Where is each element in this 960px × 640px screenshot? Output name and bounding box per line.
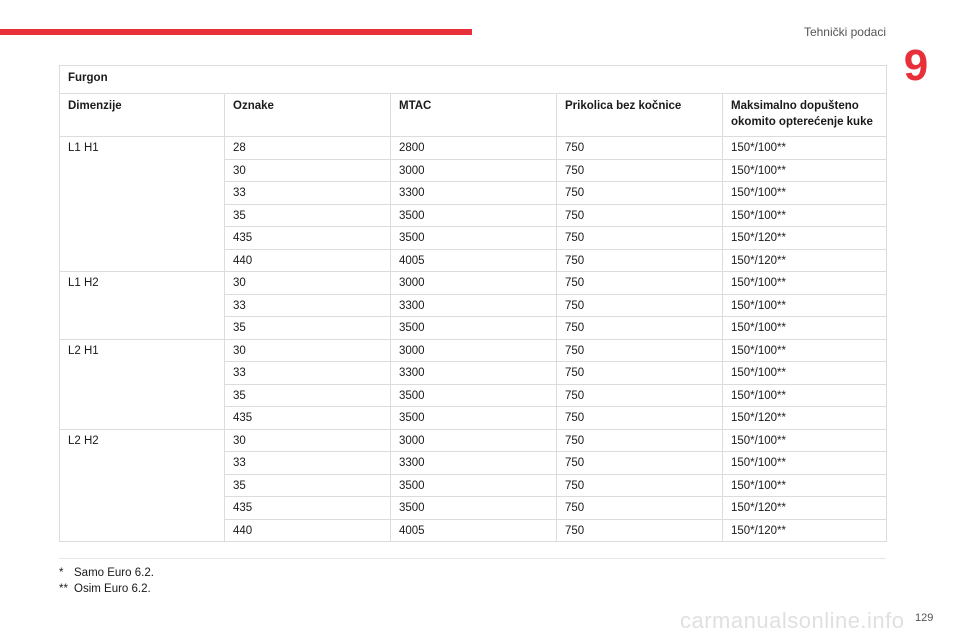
table-cell: 750 [557,204,723,227]
table-cell: 30 [225,429,391,452]
table-cell: 2800 [391,137,557,160]
footnote-divider [59,558,886,559]
table-cell: 150*/100** [723,429,887,452]
footnotes [59,565,154,597]
table-cell: 33 [225,182,391,205]
table-cell: 3300 [391,452,557,475]
table-cell: 3300 [391,294,557,317]
footnote [59,581,154,597]
table-cell: 150*/100** [723,452,887,475]
table-cell: 440 [225,519,391,542]
table-cell: 30 [225,272,391,295]
table-cell: 150*/100** [723,317,887,340]
table-cell: 33 [225,452,391,475]
watermark: carmanualsonline.info [680,608,905,633]
table-cell: 35 [225,384,391,407]
table-cell: 3500 [391,474,557,497]
page-number: 129 [915,612,934,624]
table-cell: 3500 [391,204,557,227]
table-cell: 35 [225,317,391,340]
table-cell: 3500 [391,497,557,520]
column-header-max-nose-weight: Maksimalno dopušteno okomito opterećenje kuke [723,94,887,137]
table-row [60,429,887,452]
table-cell: 150*/100** [723,204,887,227]
table-cell: 750 [557,182,723,205]
table-cell: 150*/100** [723,339,887,362]
table-body [60,137,887,542]
table-cell: 3500 [391,384,557,407]
table-cell: 3300 [391,182,557,205]
footnote-mark: ** [59,583,68,595]
chapter-number: 9 [903,41,929,90]
table-cell: 750 [557,452,723,475]
table-cell: 750 [557,272,723,295]
table-cell: 150*/100** [723,182,887,205]
table-cell: 150*/100** [723,137,887,160]
table-cell: 150*/120** [723,227,887,250]
table-cell: 435 [225,407,391,430]
table-cell: 3300 [391,362,557,385]
table-cell: 150*/100** [723,474,887,497]
table-caption-row [60,66,887,94]
table-cell: 150*/120** [723,519,887,542]
table-cell: 35 [225,204,391,227]
table-cell: 3500 [391,407,557,430]
footnote-mark: * [59,567,64,579]
dimension-cell: L2 H2 [60,429,225,542]
dimension-cell: L2 H1 [60,339,225,429]
table-cell: 750 [557,159,723,182]
table-cell: 150*/100** [723,272,887,295]
table-cell: 3000 [391,159,557,182]
table-cell: 150*/120** [723,249,887,272]
table-cell: 750 [557,384,723,407]
table-cell: 750 [557,497,723,520]
towing-specs-table [59,65,887,542]
table-cell: 150*/120** [723,497,887,520]
table-cell: 150*/100** [723,362,887,385]
footnote-text: Osim Euro 6.2. [74,583,151,595]
table-cell: 750 [557,362,723,385]
column-header-mtac: MTAC [391,94,557,137]
table-cell: 750 [557,249,723,272]
header-accent-bar [0,29,472,35]
table-cell: 750 [557,519,723,542]
table-cell: 33 [225,362,391,385]
dimension-cell: L1 H2 [60,272,225,340]
footnote [59,565,154,581]
table-cell: 150*/120** [723,407,887,430]
table-cell: 3000 [391,429,557,452]
column-header-oznake: Oznake [225,94,391,137]
table-cell: 750 [557,474,723,497]
table-cell: 30 [225,339,391,362]
footnote-text: Samo Euro 6.2. [74,567,154,579]
table-cell: 750 [557,317,723,340]
table-row [60,137,887,160]
table-cell: 750 [557,137,723,160]
table-header-row [60,94,887,137]
table-cell: 30 [225,159,391,182]
specs-table-container [59,65,886,542]
table-cell: 33 [225,294,391,317]
table-cell: 750 [557,429,723,452]
table-cell: 750 [557,407,723,430]
table-cell: 750 [557,227,723,250]
table-cell: 150*/100** [723,384,887,407]
table-cell: 4005 [391,249,557,272]
column-header-trailer-unbraked: Prikolica bez kočnice [557,94,723,137]
dimension-cell: L1 H1 [60,137,225,272]
table-row [60,339,887,362]
table-cell: 3500 [391,317,557,340]
table-caption: Furgon [60,66,887,94]
table-cell: 750 [557,339,723,362]
table-cell: 4005 [391,519,557,542]
column-header-dimenzije: Dimenzije [60,94,225,137]
table-cell: 3500 [391,227,557,250]
section-title: Tehnički podaci [803,25,886,39]
table-cell: 435 [225,497,391,520]
table-cell: 435 [225,227,391,250]
table-row [60,272,887,295]
table-cell: 28 [225,137,391,160]
table-cell: 35 [225,474,391,497]
table-cell: 750 [557,294,723,317]
table-cell: 3000 [391,339,557,362]
table-cell: 440 [225,249,391,272]
table-cell: 150*/100** [723,159,887,182]
table-cell: 150*/100** [723,294,887,317]
table-cell: 3000 [391,272,557,295]
